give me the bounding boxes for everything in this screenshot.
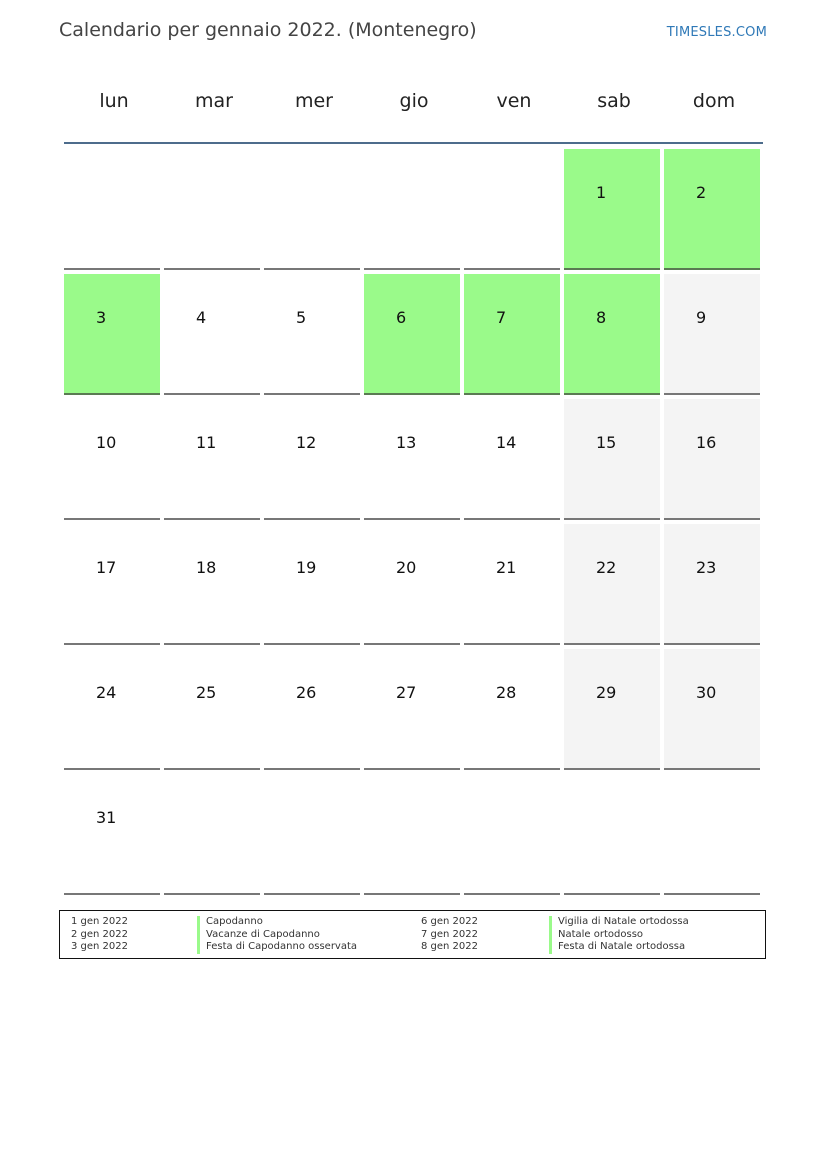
day-number: 7	[496, 308, 507, 327]
day-cell	[664, 399, 760, 520]
holiday-day-cell	[64, 274, 160, 395]
legend-holiday-name: Festa di Capodanno osservata	[197, 941, 357, 954]
holiday-day-cell	[564, 274, 660, 395]
day-cell	[64, 774, 160, 895]
legend-date: 6 gen 2022	[421, 916, 479, 927]
weekday-label: mar	[195, 90, 233, 112]
calendar-week-row	[64, 774, 764, 899]
day-number: 18	[196, 558, 217, 577]
day-cell	[64, 399, 160, 520]
day-cell	[464, 524, 560, 645]
day-cell	[164, 274, 260, 395]
day-number: 25	[196, 683, 217, 702]
day-number: 20	[396, 558, 417, 577]
calendar-week-row	[64, 149, 764, 274]
legend-holiday-name: Natale ortodosso	[549, 929, 689, 942]
calendar-grid	[64, 149, 764, 899]
empty-day-cell	[264, 149, 360, 270]
empty-day-cell	[464, 774, 560, 895]
legend-holiday-name: Capodanno	[197, 916, 357, 929]
legend-date: 2 gen 2022	[71, 928, 129, 940]
legend-holiday-name: Festa di Natale ortodossa	[549, 941, 689, 954]
holiday-legend	[59, 910, 766, 959]
day-number: 8	[596, 308, 607, 327]
legend-names-left	[197, 916, 357, 954]
day-cell	[264, 274, 360, 395]
day-cell	[664, 274, 760, 395]
day-number: 28	[496, 683, 517, 702]
legend-date: 7 gen 2022	[421, 928, 479, 940]
legend-date: 1 gen 2022	[71, 916, 129, 927]
weekday-label: dom	[692, 90, 736, 112]
page-title: Calendario per gennaio 2022. (Montenegro)	[59, 19, 477, 41]
legend-names-right	[549, 916, 689, 954]
legend-date: 8 gen 2022	[421, 941, 479, 952]
day-cell	[564, 649, 660, 770]
day-cell	[464, 649, 560, 770]
day-number: 6	[396, 308, 407, 327]
day-cell	[264, 524, 360, 645]
day-number: 3	[96, 308, 107, 327]
day-number: 17	[96, 558, 117, 577]
day-cell	[364, 649, 460, 770]
holiday-day-cell	[464, 274, 560, 395]
day-cell	[264, 649, 360, 770]
day-number: 27	[396, 683, 417, 702]
weekday-header-row	[64, 90, 764, 112]
day-cell	[164, 399, 260, 520]
day-number: 12	[296, 433, 317, 452]
day-number: 26	[296, 683, 317, 702]
empty-day-cell	[364, 149, 460, 270]
weekday-label: sab	[597, 90, 631, 112]
empty-day-cell	[64, 149, 160, 270]
calendar-week-row	[64, 399, 764, 524]
legend-date: 3 gen 2022	[71, 941, 129, 952]
day-cell	[364, 524, 460, 645]
day-number: 9	[696, 308, 707, 327]
day-number: 16	[696, 433, 717, 452]
empty-day-cell	[264, 774, 360, 895]
header-divider	[64, 142, 763, 144]
calendar-week-row	[64, 524, 764, 649]
legend-dates-left	[71, 916, 128, 954]
day-cell	[564, 399, 660, 520]
day-cell	[164, 524, 260, 645]
empty-day-cell	[164, 774, 260, 895]
day-cell	[164, 649, 260, 770]
calendar-week-row	[64, 649, 764, 774]
legend-holiday-name: Vigilia di Natale ortodossa	[549, 916, 689, 929]
empty-day-cell	[464, 149, 560, 270]
brand-link[interactable]: TIMESLES.COM	[666, 25, 767, 40]
day-cell	[464, 399, 560, 520]
day-cell	[264, 399, 360, 520]
day-number: 21	[496, 558, 517, 577]
weekday-label: ven	[496, 90, 532, 112]
day-cell	[364, 399, 460, 520]
day-number: 24	[96, 683, 117, 702]
day-number: 23	[696, 558, 717, 577]
day-number: 11	[196, 433, 217, 452]
day-number: 5	[296, 308, 307, 327]
empty-day-cell	[664, 774, 760, 895]
day-number: 4	[196, 308, 207, 327]
day-number: 29	[596, 683, 617, 702]
empty-day-cell	[364, 774, 460, 895]
weekday-label: lun	[99, 90, 129, 112]
day-cell	[664, 524, 760, 645]
weekday-label: gio	[399, 90, 429, 112]
empty-day-cell	[164, 149, 260, 270]
day-number: 15	[596, 433, 617, 452]
holiday-day-cell	[364, 274, 460, 395]
day-number: 10	[96, 433, 117, 452]
holiday-day-cell	[564, 149, 660, 270]
day-number: 30	[696, 683, 717, 702]
day-cell	[664, 649, 760, 770]
weekday-label: mer	[294, 90, 333, 112]
day-cell	[64, 524, 160, 645]
day-number: 2	[696, 183, 707, 202]
day-number: 22	[596, 558, 617, 577]
calendar-week-row	[64, 274, 764, 399]
legend-dates-right	[421, 916, 478, 954]
day-cell	[64, 649, 160, 770]
day-number: 1	[596, 183, 607, 202]
empty-day-cell	[564, 774, 660, 895]
day-number: 13	[396, 433, 417, 452]
day-number: 31	[96, 808, 117, 827]
legend-holiday-name: Vacanze di Capodanno	[197, 929, 357, 942]
day-number: 19	[296, 558, 317, 577]
day-number: 14	[496, 433, 517, 452]
holiday-day-cell	[664, 149, 760, 270]
day-cell	[564, 524, 660, 645]
